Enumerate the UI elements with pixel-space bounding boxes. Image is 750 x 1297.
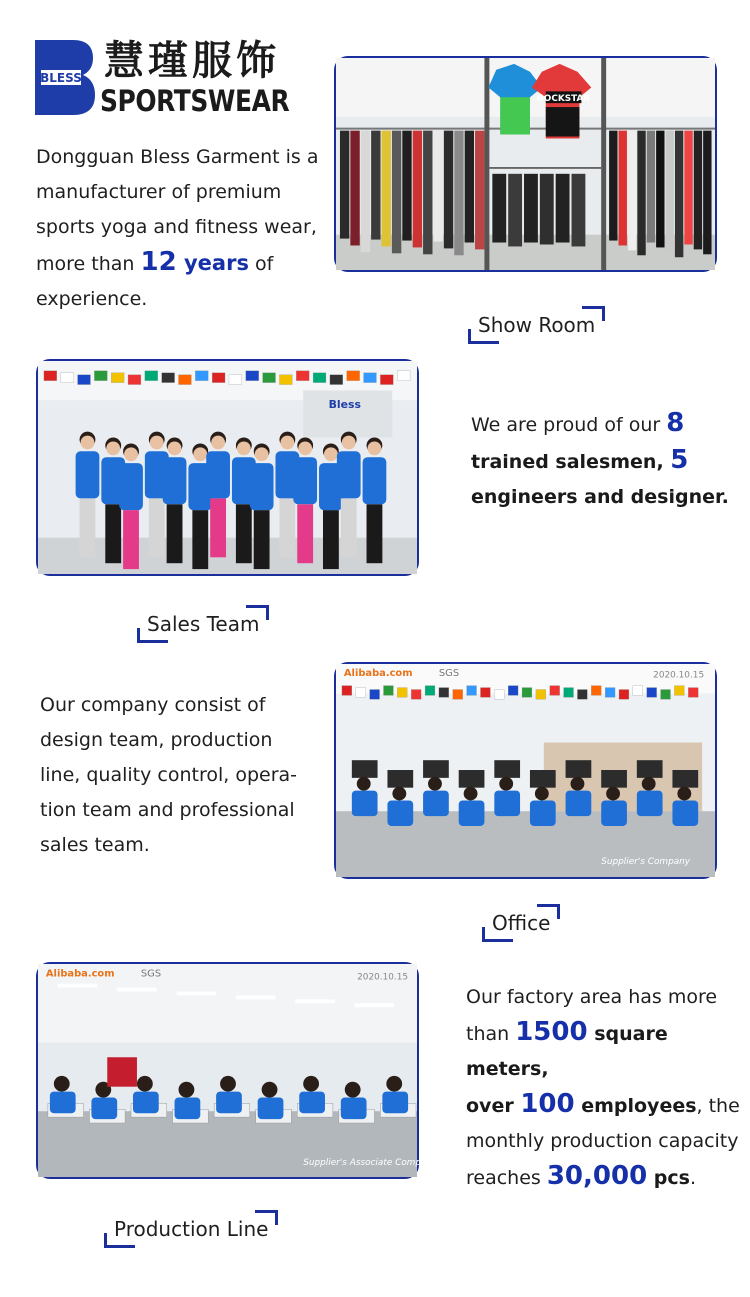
office-watermark-alibaba: Alibaba.com xyxy=(343,667,413,679)
intro-paragraph xyxy=(36,140,326,317)
team-line: We are proud of our 8 xyxy=(471,408,685,438)
company-paragraph xyxy=(40,688,320,863)
sales-team-photo xyxy=(36,359,419,576)
company-line: line, quality control, opera- xyxy=(40,764,298,786)
logo-chinese-name: 慧瑾服饰 xyxy=(104,37,280,84)
team-paragraph xyxy=(471,406,741,515)
company-line: tion team and professional xyxy=(40,799,295,821)
engineers-number: 5 xyxy=(670,445,689,475)
production-watermark-alibaba: Alibaba.com xyxy=(45,968,115,980)
logo-mark-text: BLESS xyxy=(40,71,82,85)
office-photo xyxy=(334,662,717,879)
intro-line: more than 12 years of xyxy=(36,247,274,277)
shirt-print-text: ROCKSTAR xyxy=(536,94,591,105)
production-line-caption: Production Line xyxy=(104,1210,278,1248)
production-line-photo xyxy=(36,962,438,1179)
sales-team-caption: Sales Team xyxy=(137,605,269,643)
factory-line: Our factory area has more xyxy=(466,986,718,1008)
intro-line: Dongguan Bless Garment is a xyxy=(36,146,319,168)
office-watermark-sgs: SGS xyxy=(438,667,460,679)
show-room-caption: Show Room xyxy=(468,306,605,344)
office-watermark-date: 2020.10.15 xyxy=(653,670,705,681)
logo-english-name: SPORTSWEAR xyxy=(100,84,290,118)
area-number: 1500 xyxy=(515,1017,588,1047)
production-watermark-bottom: Supplier's Associate Company xyxy=(303,1158,438,1169)
salesmen-number: 8 xyxy=(666,408,685,438)
factory-paragraph xyxy=(466,980,750,1196)
wall-logo-text: Bless xyxy=(328,398,361,412)
company-line: Our company consist of xyxy=(40,694,266,716)
capacity-number: 30,000 xyxy=(546,1161,648,1191)
company-line: sales team. xyxy=(40,834,150,856)
intro-line: manufacturer of premium xyxy=(36,181,282,203)
bless-logo-mark xyxy=(35,40,95,115)
team-line: engineers and designer. xyxy=(471,486,729,508)
production-watermark-date: 2020.10.15 xyxy=(357,972,409,983)
office-watermark-bottom: Supplier's Company xyxy=(601,857,691,868)
office-caption: Office xyxy=(482,904,560,942)
company-line: design team, production xyxy=(40,729,273,751)
team-line: trained salesmen, 5 xyxy=(471,445,689,475)
factory-line: monthly production capacity xyxy=(466,1130,739,1152)
factory-line: over 100 employees, the xyxy=(466,1089,740,1119)
factory-line: than 1500 square meters, xyxy=(466,1017,668,1080)
factory-line: reaches 30,000 pcs. xyxy=(466,1161,697,1191)
intro-line: experience. xyxy=(36,288,148,310)
production-watermark-sgs: SGS xyxy=(140,968,162,980)
employees-number: 100 xyxy=(520,1089,575,1119)
intro-line: sports yoga and fitness wear, xyxy=(36,216,317,238)
show-room-photo xyxy=(334,56,717,272)
years-number: 12 xyxy=(140,247,177,277)
